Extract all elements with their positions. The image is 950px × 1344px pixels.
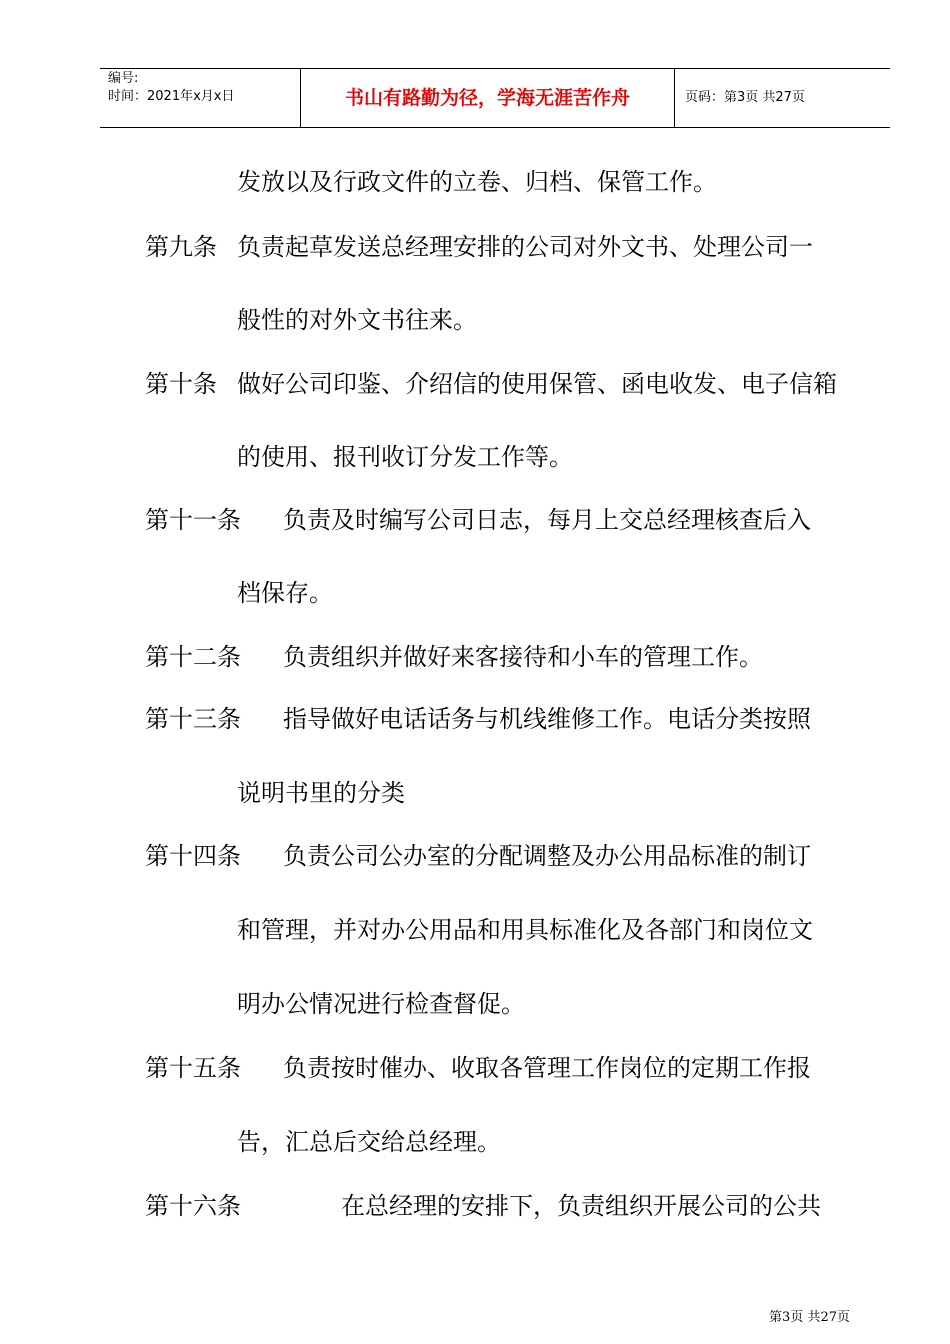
page-header <box>100 68 890 128</box>
article-label-14: 第十四条 <box>145 842 241 870</box>
header-meta <box>100 69 301 127</box>
header-time-label: 时间：2021年x月x日 <box>108 89 235 104</box>
body-line: 明办公情况进行检查督促。 <box>237 990 525 1018</box>
page-footer: 第3页 共27页 <box>769 1310 850 1325</box>
article-label-10: 第十条 <box>145 370 217 398</box>
body-line: 做好公司印鉴、介绍信的使用保管、函电收发、电子信箱 <box>237 370 837 398</box>
body-line: 告，汇总后交给总经理。 <box>237 1128 501 1156</box>
body-line: 和管理，并对办公用品和用具标准化及各部门和岗位文 <box>237 916 813 944</box>
header-motto: 书山有路勤为径，学海无涯苦作舟 <box>301 69 675 127</box>
body-line: 负责起草发送总经理安排的公司对外文书、处理公司一 <box>237 233 813 261</box>
body-line: 在总经理的安排下，负责组织开展公司的公共 <box>341 1192 821 1220</box>
body-line: 说明书里的分类 <box>237 779 405 807</box>
body-line: 发放以及行政文件的立卷、归档、保管工作。 <box>237 168 717 196</box>
body-line: 负责及时编写公司日志，每月上交总经理核查后入 <box>283 506 811 534</box>
body-line: 指导做好电话话务与机线维修工作。电话分类按照 <box>283 705 811 733</box>
body-line: 负责公司公办室的分配调整及办公用品标准的制订 <box>283 842 811 870</box>
article-label-9: 第九条 <box>145 233 217 261</box>
body-line: 档保存。 <box>237 579 333 607</box>
article-label-16: 第十六条 <box>145 1192 241 1220</box>
article-label-11: 第十一条 <box>145 506 241 534</box>
header-number-label: 编号: <box>108 71 139 86</box>
article-label-12: 第十二条 <box>145 643 241 671</box>
article-label-15: 第十五条 <box>145 1054 241 1082</box>
body-line: 负责按时催办、收取各管理工作岗位的定期工作报 <box>283 1054 811 1082</box>
article-label-13: 第十三条 <box>145 705 241 733</box>
header-page-info: 页码：第3页 共27页 <box>685 90 805 105</box>
body-line: 负责组织并做好来客接待和小车的管理工作。 <box>283 643 763 671</box>
body-line: 的使用、报刊收订分发工作等。 <box>237 443 573 471</box>
body-line: 般性的对外文书往来。 <box>237 306 477 334</box>
